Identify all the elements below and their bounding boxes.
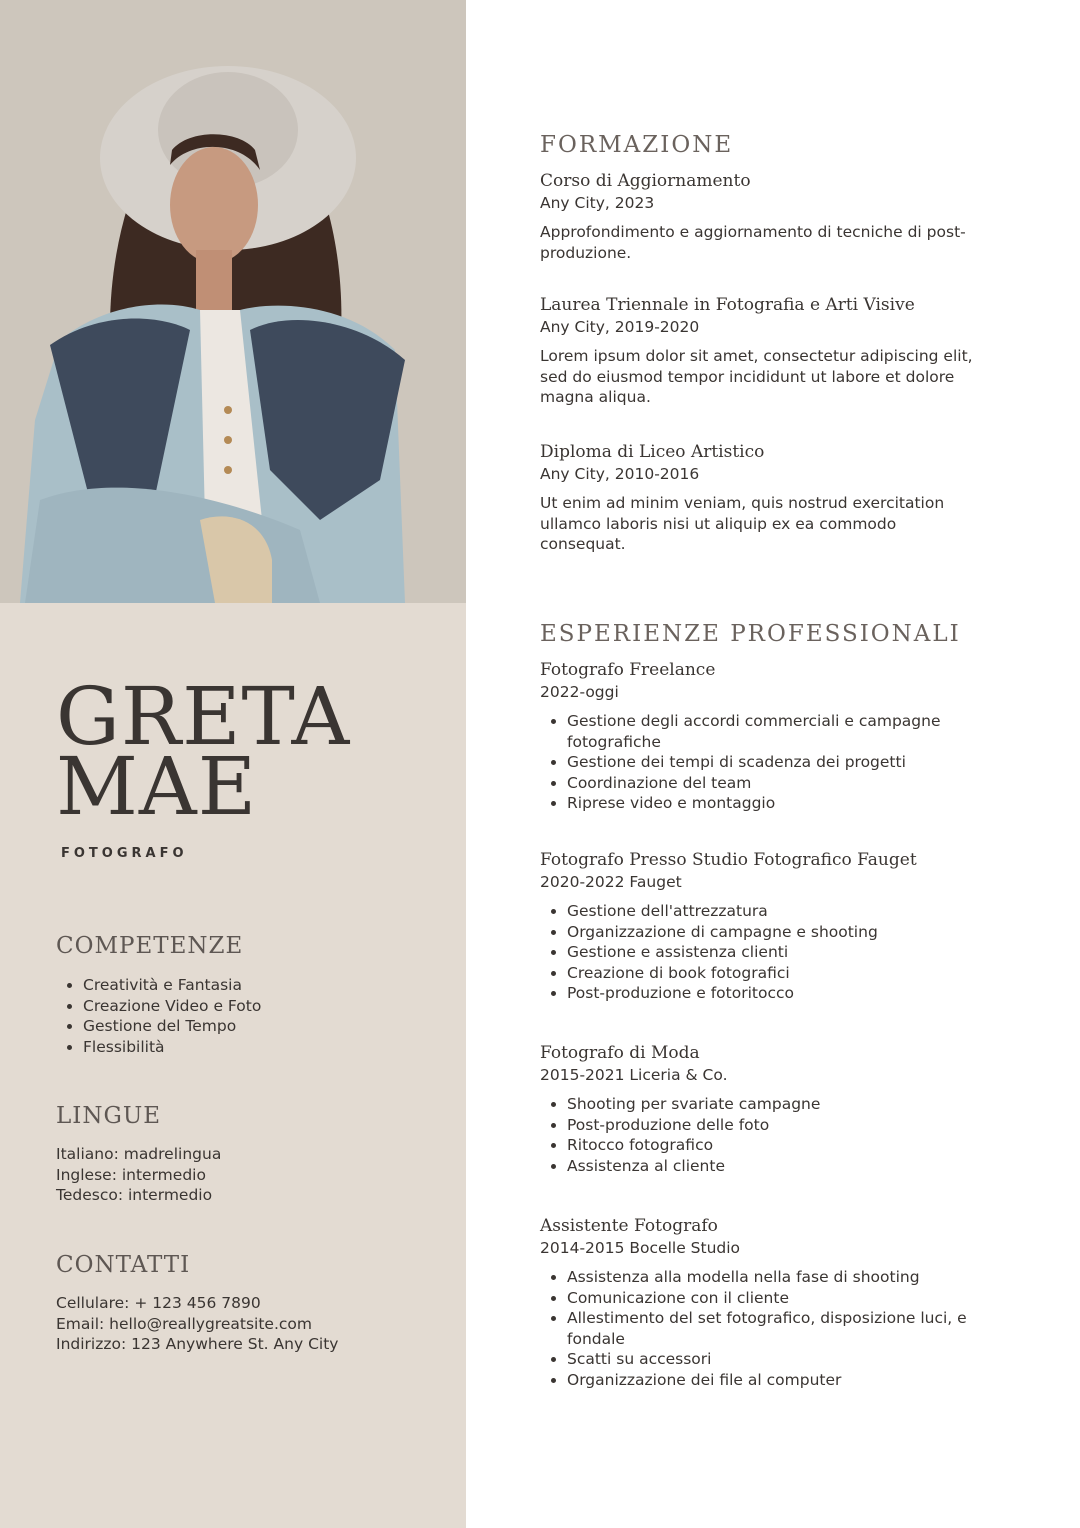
list-item: • Assistenza al cliente (567, 1156, 987, 1177)
contacts-title: CONTATTI (56, 1252, 191, 1278)
portrait-illustration (0, 0, 466, 603)
education-title: FORMAZIONE (540, 132, 734, 158)
entry-title: Diploma di Liceo Artistico (540, 442, 765, 462)
list-item: • Ritocco fotografico (567, 1135, 987, 1156)
list-item: • Organizzazione dei file al computer (567, 1370, 987, 1391)
task-list (540, 901, 987, 1004)
contacts-section (56, 1252, 338, 1355)
skills-section (56, 933, 261, 1057)
task-list (540, 711, 987, 814)
entry-title: Fotografo di Moda (540, 1043, 700, 1063)
list-item: • Comunicazione con il cliente (567, 1288, 987, 1309)
list-item: • Riprese video e montaggio (567, 793, 987, 814)
entry-subtitle: 2015-2021 Liceria & Co. (540, 1066, 728, 1084)
skills-title: COMPETENZE (56, 933, 244, 959)
list-item: • Post-produzione delle foto (567, 1115, 987, 1136)
list-item: • Gestione degli accordi commerciali e campagne fotografiche (567, 711, 987, 752)
task-list (540, 1094, 987, 1176)
language-item: Inglese: intermedio (56, 1165, 206, 1184)
entry-description: Approfondimento e aggiornamento di tecniche di post-produzione. (540, 223, 966, 262)
education-section (540, 132, 1000, 158)
list-item: • Post-produzione e fotoritocco (567, 983, 987, 1004)
entry-title: Fotografo Freelance (540, 660, 716, 680)
entry-subtitle: Any City, 2019-2020 (540, 318, 700, 336)
contact-phone: Cellulare: + 123 456 7890 (56, 1294, 261, 1312)
list-item: • Organizzazione di campagne e shooting (567, 922, 987, 943)
list-item: • Gestione del Tempo (83, 1016, 261, 1037)
list-item: • Gestione e assistenza clienti (567, 942, 987, 963)
education-entry (540, 170, 1000, 263)
contact-address: Indirizzo: 123 Anywhere St. Any City (56, 1335, 339, 1353)
language-item: Italiano: madrelingua (56, 1145, 222, 1163)
skills-list (56, 975, 261, 1057)
experience-entry (540, 659, 1000, 814)
entry-title: Corso di Aggiornamento (540, 171, 751, 191)
language-item: Tedesco: intermedio (56, 1186, 213, 1204)
entry-subtitle: 2014-2015 Bocelle Studio (540, 1239, 741, 1257)
profile-photo (0, 0, 466, 603)
task-list (540, 1267, 987, 1390)
education-entry (540, 294, 1000, 408)
experience-entry (540, 1215, 1000, 1390)
languages-section (56, 1103, 221, 1206)
list-item: • Gestione dei tempi di scadenza dei progetti (567, 752, 987, 773)
experience-entry (540, 1042, 1000, 1176)
list-item: • Coordinazione del team (567, 773, 987, 794)
entry-title: Fotografo Presso Studio Fotografico Fauget (540, 850, 917, 870)
list-item: • Shooting per svariate campagne (567, 1094, 987, 1115)
list-item: • Flessibilità (83, 1037, 261, 1058)
entry-description: Lorem ipsum dolor sit amet, consectetur adipiscing elit, sed do eiusmod tempor incididunt ut labore et dolore magna aliqua. (540, 347, 973, 406)
name-line-2: MAE (56, 740, 258, 833)
experience-entry (540, 849, 1000, 1004)
entry-subtitle: 2020-2022 Fauget (540, 873, 682, 891)
list-item: • Creazione Video e Foto (83, 996, 261, 1017)
list-item: • Scatti su accessori (567, 1349, 987, 1370)
experience-title: ESPERIENZE PROFESSIONALI (540, 621, 961, 647)
list-item: • Gestione dell'attrezzatura (567, 901, 987, 922)
entry-description: Ut enim ad minim veniam, quis nostrud exercitation ullamco laboris nisi ut aliquip ex ea commodo consequat. (540, 494, 945, 553)
list-item: • Assistenza alla modella nella fase di shooting (567, 1267, 987, 1288)
entry-subtitle: Any City, 2023 (540, 194, 655, 212)
entry-title: Laurea Triennale in Fotografia e Arti Visive (540, 295, 915, 315)
list-item: • Allestimento del set fotografico, disposizione luci, e fondale (567, 1308, 987, 1349)
experience-section (540, 621, 1000, 647)
list-item: • Creazione di book fotografici (567, 963, 987, 984)
entry-subtitle: Any City, 2010-2016 (540, 465, 700, 483)
list-item: • Creatività e Fantasia (83, 975, 261, 996)
person-name (56, 670, 351, 833)
contact-email: Email: hello@reallygreatsite.com (56, 1314, 312, 1333)
job-title: FOTOGRAFO (61, 846, 188, 861)
languages-title: LINGUE (56, 1103, 162, 1129)
education-entry (540, 441, 1000, 555)
name-line-1: GRETA (56, 670, 351, 763)
entry-subtitle: 2022-oggi (540, 683, 619, 701)
entry-title: Assistente Fotografo (540, 1216, 718, 1236)
